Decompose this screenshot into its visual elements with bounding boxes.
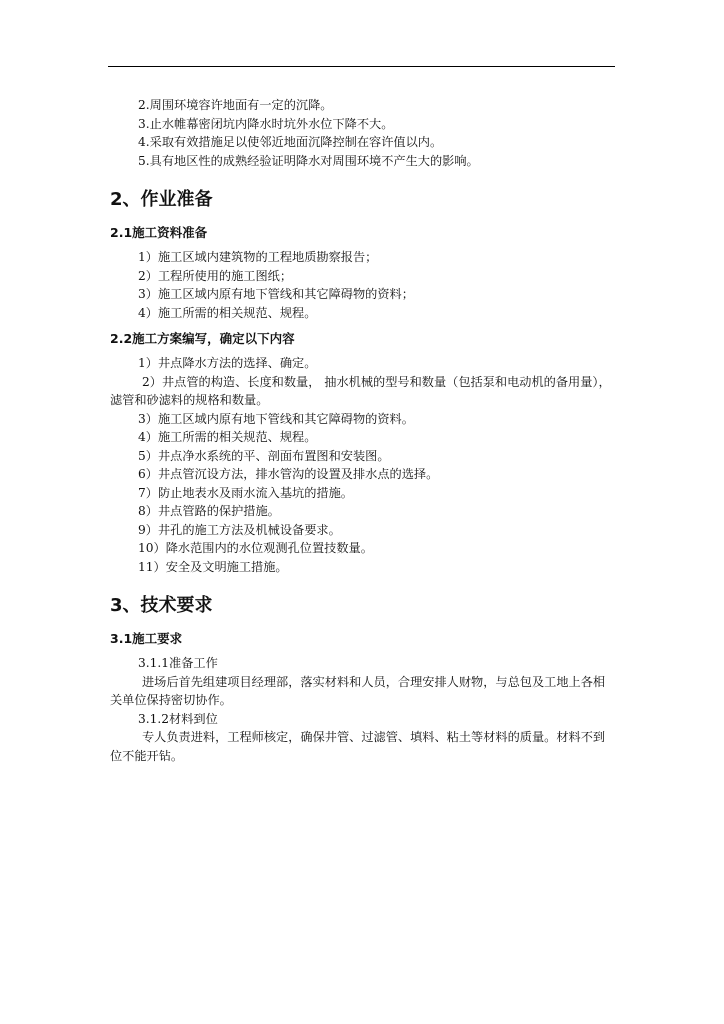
section-heading-3: 3、技术要求 xyxy=(110,595,213,616)
list-item: 1）井点降水方法的选择、确定。 xyxy=(138,356,317,370)
document-body xyxy=(110,96,615,765)
section-heading-2: 2、作业准备 xyxy=(110,189,213,210)
list-item-wrapped: 2）井点管的构造、长度和数量， 抽水机械的型号和数量（包括泵和电动机的备用量），滤管和砂滤料的规格和数量。 xyxy=(110,374,611,407)
list-item: 3）施工区域内原有地下管线和其它障碍物的资料； xyxy=(138,287,414,301)
resource-list xyxy=(110,248,615,322)
intro-item: 2.周围环境容许地面有一定的沉降。 xyxy=(138,98,333,112)
paragraph: 专人负责进料，工程师核定，确保井管、过滤管、填料、粘土等材料的质量。材料不到位不能开钻。 xyxy=(110,730,606,763)
paragraph-title: 3.1.1准备工作 xyxy=(138,656,218,670)
subsection-heading-3-1: 3.1施工要求 xyxy=(110,631,183,646)
list-item: 11）安全及文明施工措施。 xyxy=(138,559,288,574)
intro-item: 4.采取有效措施足以使邻近地面沉降控制在容许值以内。 xyxy=(138,135,443,149)
list-item: 4）施工所需的相关规范、规程。 xyxy=(138,430,317,444)
list-item: 10）降水范围内的水位观测孔位置技数量。 xyxy=(138,541,373,555)
list-item: 5）井点净水系统的平、剖面布置图和安装图。 xyxy=(138,448,390,463)
header-rule xyxy=(108,66,615,67)
paragraph: 进场后首先组建项目经理部，落实材料和人员，合理安排人财物，与总包及工地上各相关单位保持密切协作。 xyxy=(110,674,606,707)
list-item: 2）工程所使用的施工图纸； xyxy=(138,268,293,283)
list-item: 4）施工所需的相关规范、规程。 xyxy=(138,305,317,320)
list-item: 7）防止地表水及雨水流入基坑的措施。 xyxy=(138,485,353,500)
list-item: 9）井孔的施工方法及机械设备要求。 xyxy=(138,522,341,537)
subsection-heading-2-2: 2.2施工方案编写，确定以下内容 xyxy=(110,331,295,346)
requirements-block xyxy=(110,654,615,765)
paragraph-title: 3.1.2材料到位 xyxy=(138,711,218,726)
intro-item: 5.具有地区性的成熟经验证明降水对周围环境不产生大的影响。 xyxy=(138,153,479,168)
list-item: 6）井点管沉设方法，排水管沟的设置及排水点的选择。 xyxy=(138,467,439,481)
plan-list xyxy=(110,354,615,576)
list-item: 1）施工区域内建筑物的工程地质勘察报告； xyxy=(138,250,378,264)
intro-item: 3.止水帷幕密闭坑内降水时坑外水位下降不大。 xyxy=(138,116,394,131)
subsection-heading-2-1: 2.1施工资料准备 xyxy=(110,225,208,240)
intro-list xyxy=(110,96,615,170)
list-item: 8）井点管路的保护措施。 xyxy=(138,504,280,518)
list-item: 3）施工区域内原有地下管线和其它障碍物的资料。 xyxy=(138,411,414,426)
